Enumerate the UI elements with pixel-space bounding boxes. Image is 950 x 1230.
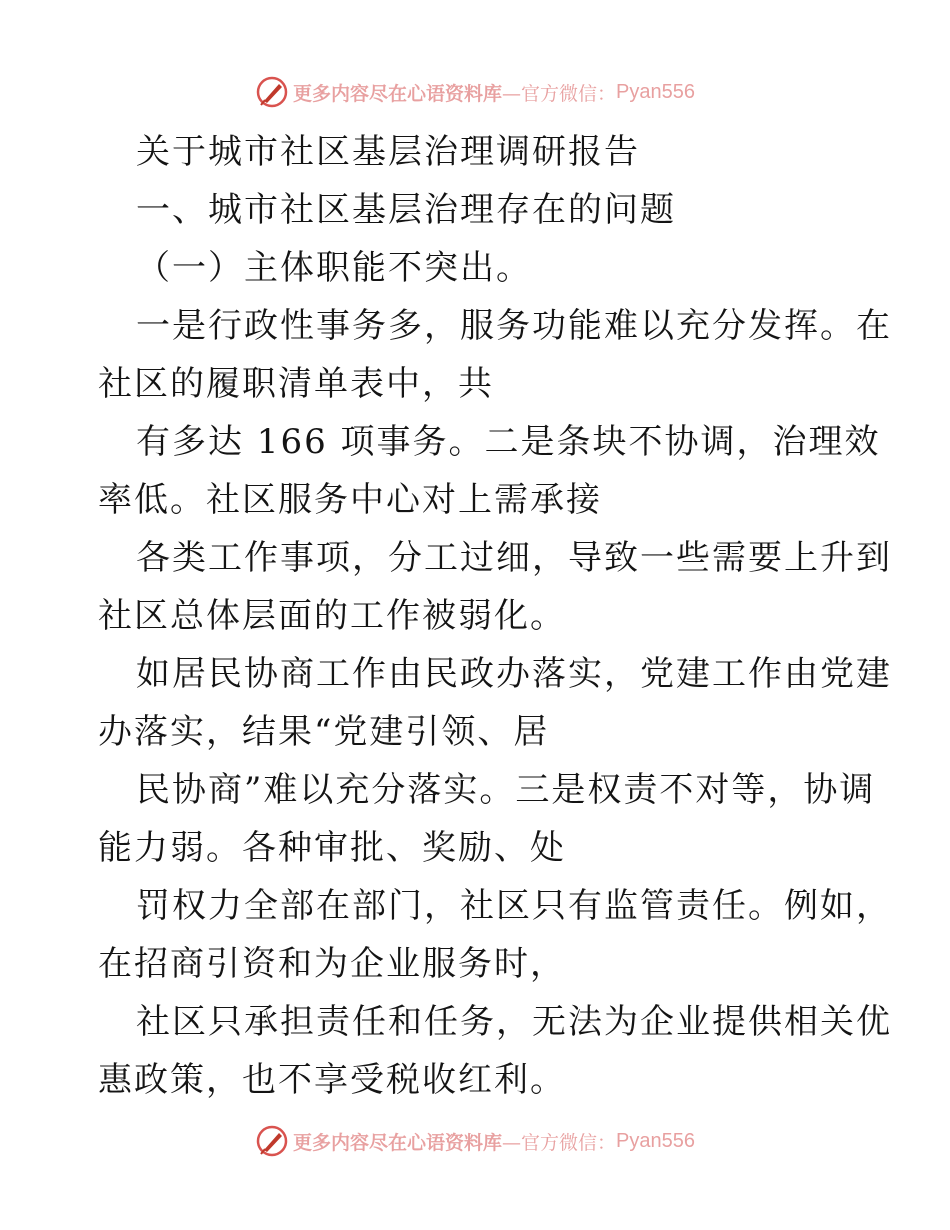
watermark-wechat-id: Pyan556 [616, 80, 695, 103]
section-heading: 一、城市社区基层治理存在的问题 [136, 190, 676, 230]
paragraph-line: 各类工作事项，分工过细，导致一些需要上升到 [136, 538, 892, 578]
document-title: 关于城市社区基层治理调研报告 [136, 132, 640, 172]
footer-watermark [0, 1121, 950, 1161]
paragraph-line: 社区总体层面的工作被弱化。 [98, 596, 566, 636]
watermark-separator: —官方微信： [502, 1131, 617, 1154]
paragraph-line: 社区只承担责任和任务，无法为企业提供相关优 [136, 1002, 892, 1042]
paragraph-line: 民协商”难以充分落实。三是权责不对等，协调 [136, 770, 876, 810]
paragraph-line: 有多达 166 项事务。二是条块不协调，治理效 [136, 422, 881, 462]
watermark-wechat-id: Pyan556 [616, 1129, 695, 1152]
watermark-separator: —官方微信： [502, 82, 617, 105]
paragraph-line: 罚权力全部在部门，社区只有监管责任。例如， [136, 886, 892, 926]
quill-pen-logo-icon [255, 75, 289, 109]
paragraph-line: 惠政策，也不享受税收红利。 [98, 1060, 566, 1100]
paragraph-line: 办落实，结果“党建引领、居 [98, 712, 550, 752]
subsection-heading: （一）主体职能不突出。 [136, 248, 532, 288]
paragraph-line: 社区的履职清单表中，共 [98, 364, 494, 404]
header-watermark [0, 72, 950, 112]
paragraph-line: 一是行政性事务多，服务功能难以充分发挥。在 [136, 306, 892, 346]
paragraph-line: 如居民协商工作由民政办落实，党建工作由党建 [136, 654, 892, 694]
document-body [98, 123, 892, 1109]
watermark-site-text: 更多内容尽在心语资料库 [293, 82, 503, 105]
quill-pen-logo-icon [255, 1124, 289, 1158]
watermark-site-text: 更多内容尽在心语资料库 [293, 1131, 503, 1154]
paragraph-line: 能力弱。各种审批、奖励、处 [98, 828, 566, 868]
paragraph-line: 在招商引资和为企业服务时， [98, 944, 566, 984]
paragraph-line: 率低。社区服务中心对上需承接 [98, 480, 602, 520]
